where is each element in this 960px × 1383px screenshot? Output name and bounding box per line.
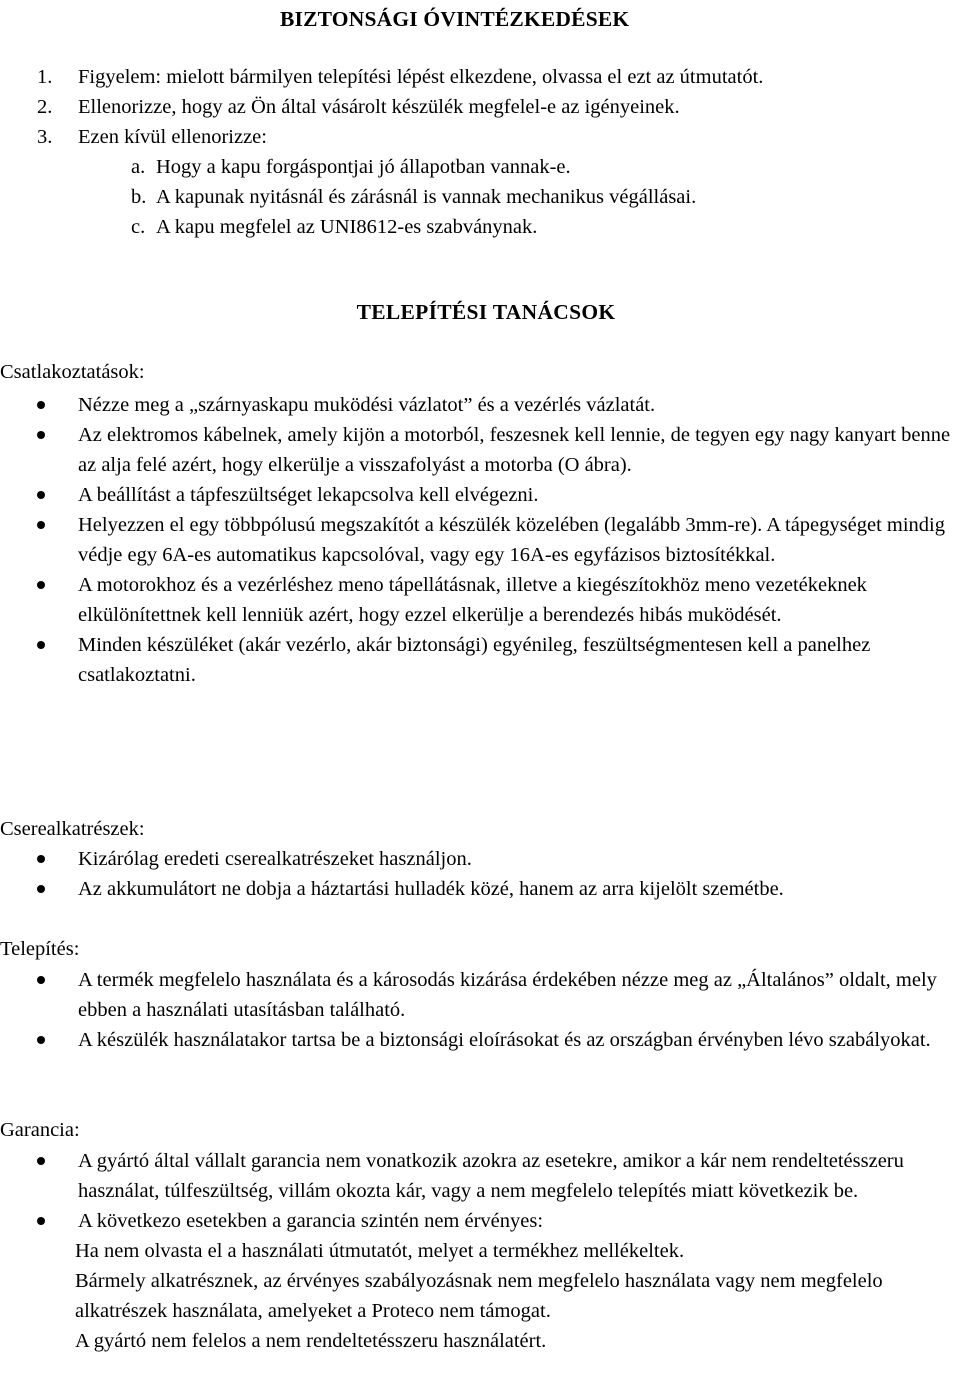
page-title: BIZTONSÁGI ÓVINTÉZKEDÉSEK <box>280 7 630 31</box>
bullet-list-telepites <box>0 965 960 1055</box>
item-number: 1. <box>37 66 53 88</box>
bullet-icon <box>37 885 45 893</box>
numbered-item <box>37 92 680 122</box>
bullet-icon <box>37 641 45 649</box>
sub-line: Bármely alkatrésznek, az érvényes szabályozásnak nem megfelelo használata vagy nem megfelelo alkatrészek használata, amelyeket a Proteco nem támogat. <box>75 1270 883 1322</box>
section-label-csatlakoztatasok: Csatlakoztatások: <box>0 361 145 383</box>
item-text: Ellenorizze, hogy az Ön által vásárolt készülék megfelel-e az igényeinek. <box>78 96 680 118</box>
lettered-item <box>131 152 571 182</box>
list-item: Minden készüléket (akár vezérlo, akár biztonsági) egyénileg, feszültségmentesen kell a panelhez csatlakoztatni. <box>0 630 960 690</box>
lettered-item <box>131 212 538 242</box>
section-label-garancia: Garancia: <box>0 1119 80 1141</box>
bullet-icon <box>37 1036 45 1044</box>
bullet-icon <box>37 431 45 439</box>
item-letter: b. <box>131 186 147 208</box>
bullet-list-csatlakoztatasok <box>0 390 960 690</box>
item-text: A kapu megfelel az UNI8612-es szabványnak. <box>156 216 538 238</box>
list-item: A következo esetekben a garancia szintén nem érvényes: Ha nem olvasta el a használati útmutatót, melyet a termékhez mellékeltek. Bármely alkatrésznek, az érvényes szabályozásnak nem megfelelo használata vagy nem megfelelo alkatrészek használata, amelyeket a Proteco nem támogat. A gyártó nem felelos a nem rendeltetésszeru használatért. <box>0 1206 960 1356</box>
item-text: Hogy a kapu forgáspontjai jó állapotban vannak-e. <box>156 156 571 178</box>
item-text: A kapunak nyitásnál és zárásnál is vannak mechanikus végállásai. <box>156 186 697 208</box>
lettered-item <box>131 182 697 212</box>
bullet-icon <box>37 1217 45 1225</box>
bullet-icon <box>37 581 45 589</box>
item-number: 2. <box>37 96 53 118</box>
bullet-icon <box>37 1157 45 1165</box>
list-item: A motorokhoz és a vezérléshez meno tápellátásnak, illetve a kiegészítokhöz meno vezetékeknek elkülönítettnek kell lenniük azért, hogy ezzel elkerülje a berendezés hibás muködését. <box>0 570 960 630</box>
item-letter: a. <box>131 156 146 178</box>
bullet-icon <box>37 491 45 499</box>
section-label-telepites: Telepítés: <box>0 938 80 960</box>
section-title: TELEPÍTÉSI TANÁCSOK <box>356 300 616 324</box>
bullet-list-cserealkatreszek <box>0 844 960 904</box>
list-item: Helyezzen el egy többpólusú megszakítót a készülék közelében (legalább 3mm-re). A tápegységet mindig védje egy 6A-es automatikus kapcsolóval, vagy egy 16A-es egyfázisos biztosítékkal. <box>0 510 960 570</box>
numbered-item <box>37 62 764 92</box>
sub-line: Ha nem olvasta el a használati útmutatót, melyet a termékhez mellékeltek. <box>75 1240 685 1262</box>
bullet-icon <box>37 855 45 863</box>
bullet-list-garancia <box>0 1146 960 1356</box>
bullet-icon <box>37 976 45 984</box>
list-item: A beállítást a tápfeszültséget lekapcsolva kell elvégezni. <box>0 480 960 510</box>
list-item: Az akkumulátort ne dobja a háztartási hulladék közé, hanem az arra kijelölt szemétbe. <box>0 874 960 904</box>
item-text: Figyelem: mielott bármilyen telepítési lépést elkezdene, olvassa el ezt az útmutatót. <box>78 66 764 88</box>
list-item: A gyártó által vállalt garancia nem vonatkozik azokra az esetekre, amikor a kár nem rendeltetésszeru használat, túlfeszültség, villám okozta kár, vagy a nem megfelelo telepítés miatt következik be. <box>0 1146 960 1206</box>
bullet-icon <box>37 521 45 529</box>
list-item: Kizárólag eredeti cserealkatrészeket használjon. <box>0 844 960 874</box>
item-text: Ezen kívül ellenorizze: <box>78 126 267 148</box>
section-label-cserealkatreszek: Cserealkatrészek: <box>0 818 145 840</box>
item-number: 3. <box>37 126 53 148</box>
list-item: A készülék használatakor tartsa be a biztonsági eloírásokat és az országban érvényben lévo szabályokat. <box>0 1025 960 1055</box>
list-item: Nézze meg a „szárnyaskapu muködési vázlatot” és a vezérlés vázlatát. <box>0 390 960 420</box>
list-item: A termék megfelelo használata és a károsodás kizárása érdekében nézze meg az „Általános” oldalt, mely ebben a használati utasításban található. <box>0 965 960 1025</box>
sub-line: A gyártó nem felelos a nem rendeltetésszeru használatért. <box>75 1330 547 1352</box>
list-item: Az elektromos kábelnek, amely kijön a motorból, feszesnek kell lennie, de tegyen egy nagy kanyart benne az alja felé azért, hogy elkerülje a visszafolyást a motorba (O ábra). <box>0 420 960 480</box>
numbered-item <box>37 122 267 152</box>
bullet-icon <box>37 401 45 409</box>
item-letter: c. <box>131 216 146 238</box>
